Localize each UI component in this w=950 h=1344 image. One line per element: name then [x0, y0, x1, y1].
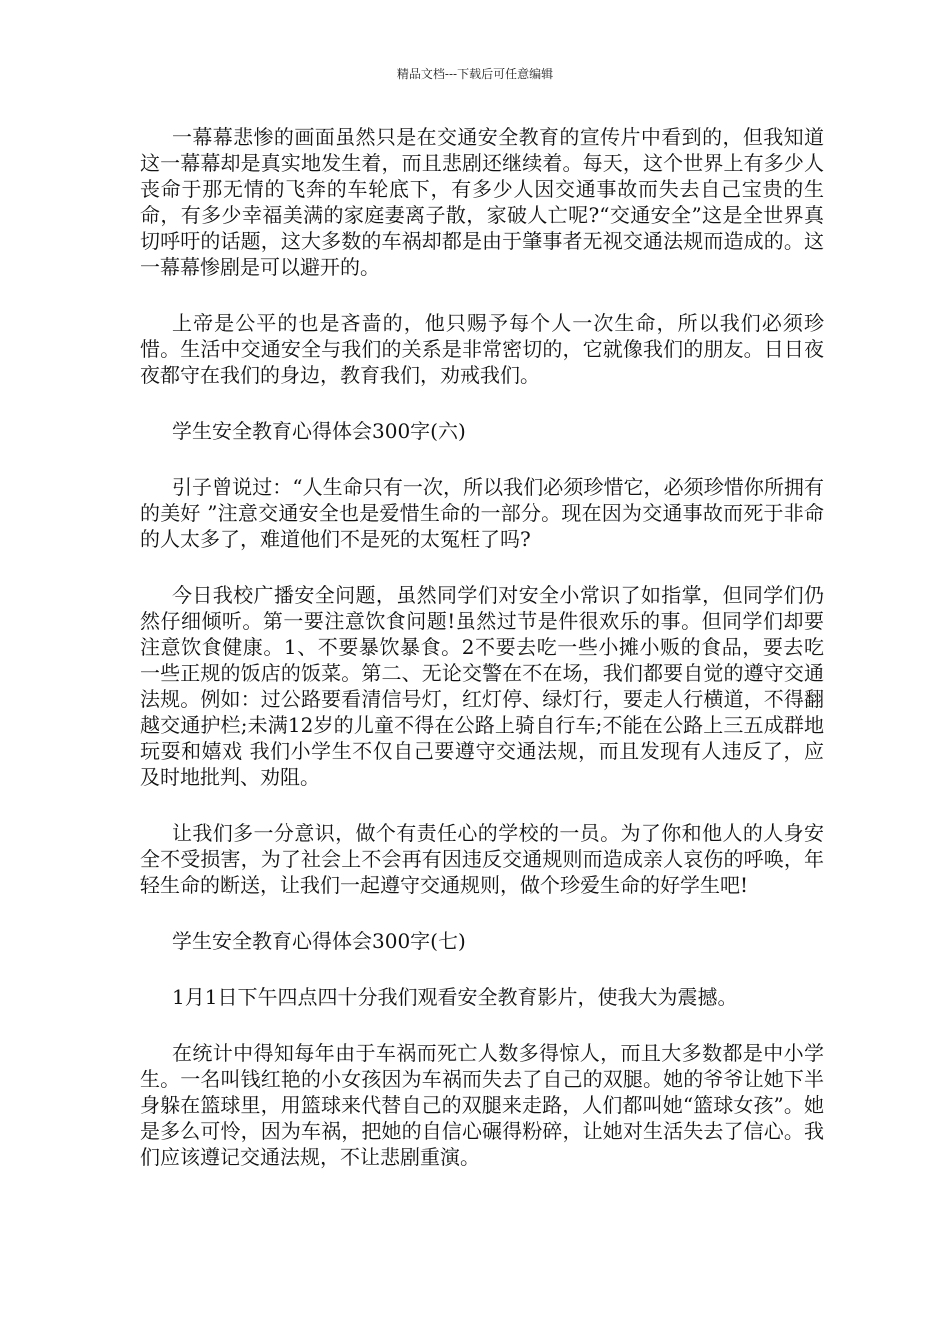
section-heading-6: 学生安全教育心得体会300字(六) — [172, 419, 466, 443]
paragraph-4: 今日我校广播安全问题，虽然同学们对安全小常识了如指掌，但同学们仍然仔细倾听。第一要注意饮食问题!虽然过节是件很欢乐的事。但同学们却要注意饮食健康。1、不要暴饮暴食。2不要去吃一些小摊小贩的食品，要去吃一些正规的饭店的饭菜。第二、无论交警在不在场，我们都要自觉的遵守交通法规。例如：过公路要看清信号灯，红灯停、绿灯行，要走人行横道，不得翻越交通护栏;未满12岁的儿童不得在公路上骑自行车;不能在公路上三五成群地玩耍和嬉戏 我们小学生不仅自己要遵守交通法规，而且发现有人违反了，应及时地批判、劝阻。 — [140, 583, 824, 789]
paragraph-7: 在统计中得知每年由于车祸而死亡人数多得惊人，而且大多数都是中小学生。一名叫钱红艳的小女孩因为车祸而失去了自己的双腿。她的爷爷让她下半身躲在篮球里，用篮球来代替自己的双腿来走路，人们都叫她“篮球女孩”。她是多么可怜，因为车祸，把她的自信心碾得粉碎，让她对生活失去了信心。我们应该遵记交通法规，不让悲剧重演。 — [140, 1041, 824, 1169]
document-body — [140, 124, 824, 1200]
paragraph-5: 让我们多一分意识，做个有责任心的学校的一员。为了你和他人的人身安全不受损害，为了社会上不会再有因违反交通规则而造成亲人哀伤的呼唤，年轻生命的断送，让我们一起遵守交通规则，做个珍爱生命的好学生吧! — [140, 821, 824, 897]
paragraph-2: 上帝是公平的也是吝啬的，他只赐予每个人一次生命，所以我们必须珍惜。生活中交通安全与我们的关系是非常密切的，它就像我们的朋友。日日夜夜都守在我们的身边，教育我们，劝戒我们。 — [140, 311, 824, 387]
paragraph-6: 1月1日下午四点四十分我们观看安全教育影片，使我大为震撼。 — [172, 985, 738, 1009]
section-heading-7: 学生安全教育心得体会300字(七) — [172, 929, 466, 953]
paragraph-1: 一幕幕悲惨的画面虽然只是在交通安全教育的宣传片中看到的，但我知道这一幕幕却是真实地发生着，而且悲剧还继续着。每天，这个世界上有多少人丧命于那无情的飞奔的车轮底下，有多少人因交通事故而失去自己宝贵的生命，有多少幸福美满的家庭妻离子散，家破人亡呢?“交通安全”这是全世界真切呼吁的话题，这大多数的车祸却都是由于肇事者无视交通法规而造成的。这一幕幕惨剧是可以避开的。 — [140, 125, 824, 279]
page-header: 精品文档---下载后可任意编辑 — [396, 67, 554, 81]
paragraph-3: 引子曾说过：“人生命只有一次，所以我们必须珍惜它，必须珍惜你所拥有的美好 ”注意交通安全也是爱惜生命的一部分。现在因为交通事故而死于非命的人太多了，难道他们不是死的太冤枉了吗? — [140, 475, 824, 551]
